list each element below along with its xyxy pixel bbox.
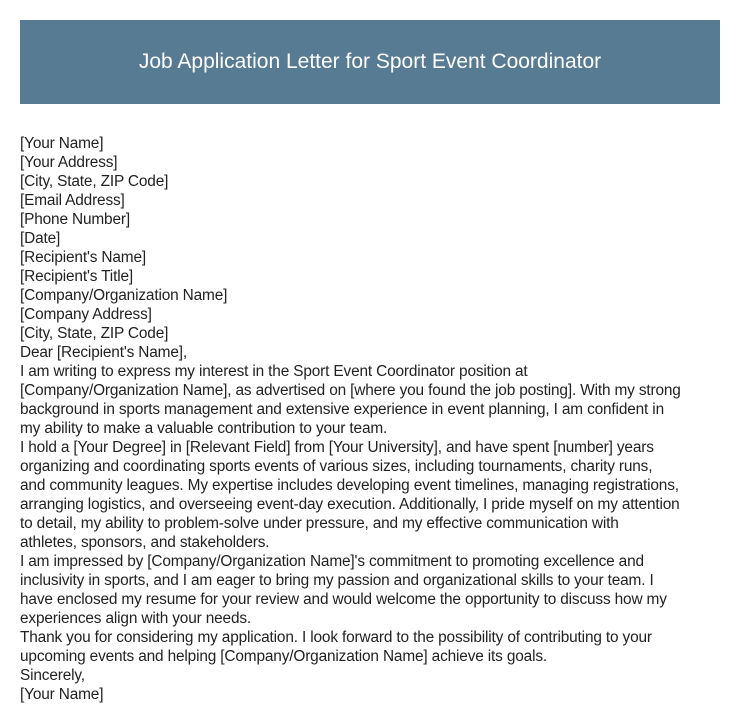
paragraph-line: organizing and coordinating sports events of various sizes, including tournaments, charity runs, [20,458,653,475]
title-banner [20,20,720,104]
closing: Sincerely, [20,667,85,684]
sender-email: [Email Address] [20,192,125,209]
page-title: Job Application Letter for Sport Event Coordinator [138,50,602,73]
paragraph-experience [20,438,725,552]
paragraph-line: Thank you for considering my application. I look forward to the possibility of contributing to your [20,629,652,646]
sender-name: [Your Name] [20,135,104,152]
sender-city-state-zip: [City, State, ZIP Code] [20,173,169,190]
paragraph-line: have enclosed my resume for your review and would welcome the opportunity to discuss how my [20,591,667,608]
paragraph-line: my ability to make a valuable contribution to your team. [20,420,388,437]
paragraph-line: and community leagues. My expertise includes developing event timelines, managing registrations, [20,477,679,494]
paragraph-line: I hold a [Your Degree] in [Relevant Field] from [Your University], and have spent [number] years [20,439,654,456]
signature: [Your Name] [20,686,104,703]
sender-phone: [Phone Number] [20,211,130,228]
paragraph-line: background in sports management and extensive experience in event planning, I am confident in [20,401,664,418]
paragraph-closing [20,628,725,666]
recipient-name: [Recipient's Name] [20,249,146,266]
sender-block [20,134,725,229]
paragraph-line: experiences align with your needs. [20,610,252,627]
letter-body [20,134,725,704]
paragraph-line: arranging logistics, and overseeing event-day execution. Additionally, I pride myself on my attention [20,496,680,513]
salutation: Dear [Recipient's Name], [20,344,187,361]
paragraph-motivation [20,552,725,628]
recipient-block [20,248,725,343]
paragraph-line: upcoming events and helping [Company/Organization Name] achieve its goals. [20,648,548,665]
paragraph-line: I am impressed by [Company/Organization Name]'s commitment to promoting excellence and [20,553,644,570]
paragraph-line: I am writing to express my interest in the Sport Event Coordinator position at [20,363,528,380]
paragraph-line: inclusivity in sports, and I am eager to bring my passion and organizational skills to your team. I [20,572,654,589]
letter-date: [Date] [20,230,61,247]
recipient-city-state-zip: [City, State, ZIP Code] [20,325,169,342]
paragraph-line: to detail, my ability to problem-solve under pressure, and my effective communication with [20,515,619,532]
recipient-title: [Recipient's Title] [20,268,134,285]
recipient-address: [Company Address] [20,306,152,323]
paragraph-line: [Company/Organization Name], as advertised on [where you found the job posting]. With my strong [20,382,681,399]
paragraph-line: athletes, sponsors, and stakeholders. [20,534,270,551]
paragraph-introduction [20,362,725,438]
sender-address: [Your Address] [20,154,118,171]
recipient-company: [Company/Organization Name] [20,287,228,304]
